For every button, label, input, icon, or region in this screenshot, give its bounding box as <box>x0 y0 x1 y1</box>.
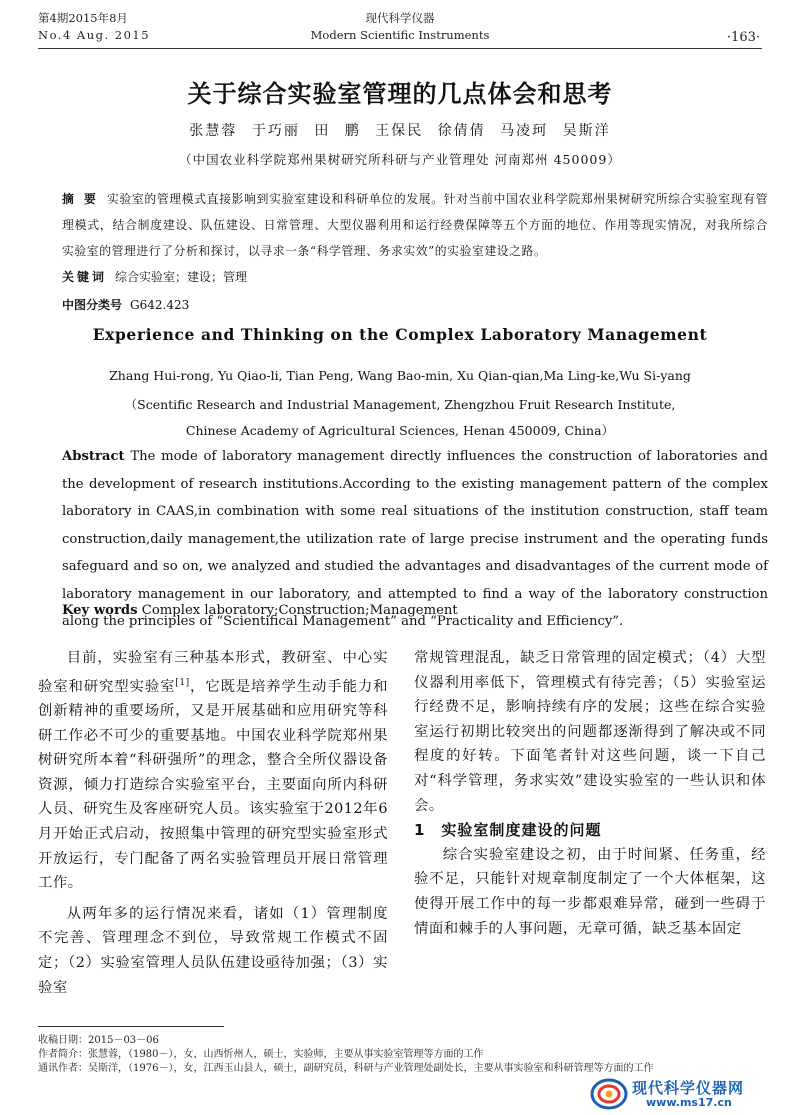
paper-title: 关于综合实验室管理的几点体会和思考 <box>187 79 613 108</box>
clc-label: 中图分类号 <box>62 298 123 312</box>
abstract-cn <box>62 186 768 264</box>
header-issue-cn: 第4期2015年8月 <box>38 11 128 25</box>
body-paragraph: 综合实验室建设之初，由于时间紧、任务重，经验不足，只能针对规章制度制定了一个大体框架，这使得开展工作中的每一步都艰难异常，碰到一些碍于情面和棘手的人事问题，无章可循，缺乏基本固定 <box>414 846 766 937</box>
footnote-received: 收稿日期：2015－03－06 <box>38 1035 159 1046</box>
footnote-divider <box>38 1026 224 1027</box>
keywords-cn-label: 关键词 <box>62 270 108 284</box>
watermark-name: 现代科学仪器网 <box>632 1079 745 1097</box>
abstract-en-text: The mode of laboratory management directly influences the construction of laboratories and the development of research institutions.According to the existing management pattern of the complex laboratory in CAAS,in combination with some real situations of the institution construction, staff team construction,daily management,the utilization rate of large precise instrument and the operating funds safeguard and so on, we analyzed and studied the advantages and disadvantages of the current mode of laboratory management in our laboratory, and attempted to find a way of the laboratory construction along the principles of “Scientifical Management” and “Practicality and Efficiency”. <box>62 449 768 629</box>
header-issue <box>38 10 150 44</box>
keywords-en <box>62 603 458 618</box>
body-paragraph: 从两年多的运行情况来看，诸如（1）管理制度不完善、管理理念不到位，导致常规工作模式不固定；（2）实验室管理人员队伍建设亟待加强；（3）实验室 <box>38 905 388 996</box>
header-journal-en: Modern Scientific Instruments <box>310 28 490 42</box>
abstract-cn-label: 摘 要 <box>62 192 99 206</box>
clc-number <box>62 296 189 313</box>
footnote-corresponding: 通讯作者：吴斯洋，（1976－），女，江西玉山县人，硕士，副研究员，科研与产业管理处副处长，主要从事实验室和科研管理等方面的工作 <box>38 1063 654 1074</box>
header-issue-en: No.4 Aug. 2015 <box>38 28 151 42</box>
keywords-cn-text: 综合实验室；建设；管理 <box>115 270 248 284</box>
body-paragraph: 目前，实验室有三种基本形式，教研室、中心实验室和研究型实验室[1]，它既是培养学生动手能力和创新精神的重要场所，又是开展基础和应用研究等科研工作必不可少的重要基地。中国农业科学院郑州果树研究所本着“科研强所”的理念，整合全所仪器设备资源，倾力打造综合实验室平台，主要面向所内科研人员、研究生及客座研究人员。该实验室于2012年6月开始正式启动，按照集中管理的研究型实验室形式开放运行，专门配备了两名实验管理员开展日常管理工作。 <box>38 650 388 892</box>
english-title: Experience and Thinking on the Complex Laboratory Management <box>92 325 708 344</box>
keywords-cn <box>62 268 247 285</box>
citation-ref[interactable]: [1] <box>175 677 190 688</box>
site-watermark <box>590 1077 772 1111</box>
header-journal-cn: 现代科学仪器 <box>365 11 435 25</box>
body-paragraph: 常规管理混乱，缺乏日常管理的固定模式；（4）大型仪器利用率低下，管理模式有待完善；（5）实验室运行经费不足，影响持续有序的发展；这些在综合实验室运行初期比较突出的问题都逐渐得到了解决或不同程度的好转。下面笔者针对这些问题，谈一下自己对“科学管理，务求实效”建设实验室的一些认识和体会。 <box>414 650 766 814</box>
header-divider <box>38 48 762 49</box>
body-left-column <box>38 646 388 1000</box>
header-journal <box>290 10 510 44</box>
watermark-url[interactable]: www.ms17.cn <box>646 1096 732 1109</box>
section-heading: 1 实验室制度建设的问题 <box>414 821 602 840</box>
english-authors: Zhang Hui-rong, Yu Qiao-li, Tian Peng, Wang Bao-min, Xu Qian-qian,Ma Ling-ke,Wu Si-yang <box>109 368 691 383</box>
page-number: ·163· <box>726 30 760 45</box>
footnote-author-bio: 作者简介：张慧蓉，（1980－），女，山西忻州人，硕士，实验师，主要从事实验室管理等方面的工作 <box>38 1049 484 1060</box>
english-affiliation-line2: Chinese Academy of Agricultural Sciences, Henan 450009, China） <box>185 423 615 438</box>
abstract-cn-text: 实验室的管理模式直接影响到实验室建设和科研单位的发展。针对当前中国农业科学院郑州果树研究所综合实验室现有管理模式，结合制度建设、队伍建设、日常管理、大型仪器利用和运行经费保障等五个方面的地位、作用等现实情况，对我所综合实验室的管理进行了分析和探讨，以寻求一条“科学管理、务求实效”的实验室建设之路。 <box>62 192 768 258</box>
paper-authors: 张慧蓉 于巧丽 田 鹏 王保民 徐倩倩 马凌珂 吴斯洋 <box>189 123 611 139</box>
paper-affiliation: （中国农业科学院郑州果树研究所科研与产业管理处 河南郑州 450009） <box>179 152 621 167</box>
clc-text: G642.423 <box>130 298 190 312</box>
english-affiliation-line1: （Scentific Research and Industrial Management, Zhengzhou Fruit Research Institute, <box>124 397 676 412</box>
abstract-en-label: Abstract <box>62 449 125 464</box>
body-right-column <box>414 646 766 941</box>
keywords-en-text: Complex laboratory;Construction;Management <box>141 603 458 618</box>
watermark-logo-icon <box>590 1077 628 1111</box>
keywords-en-label: Key words <box>62 603 138 618</box>
